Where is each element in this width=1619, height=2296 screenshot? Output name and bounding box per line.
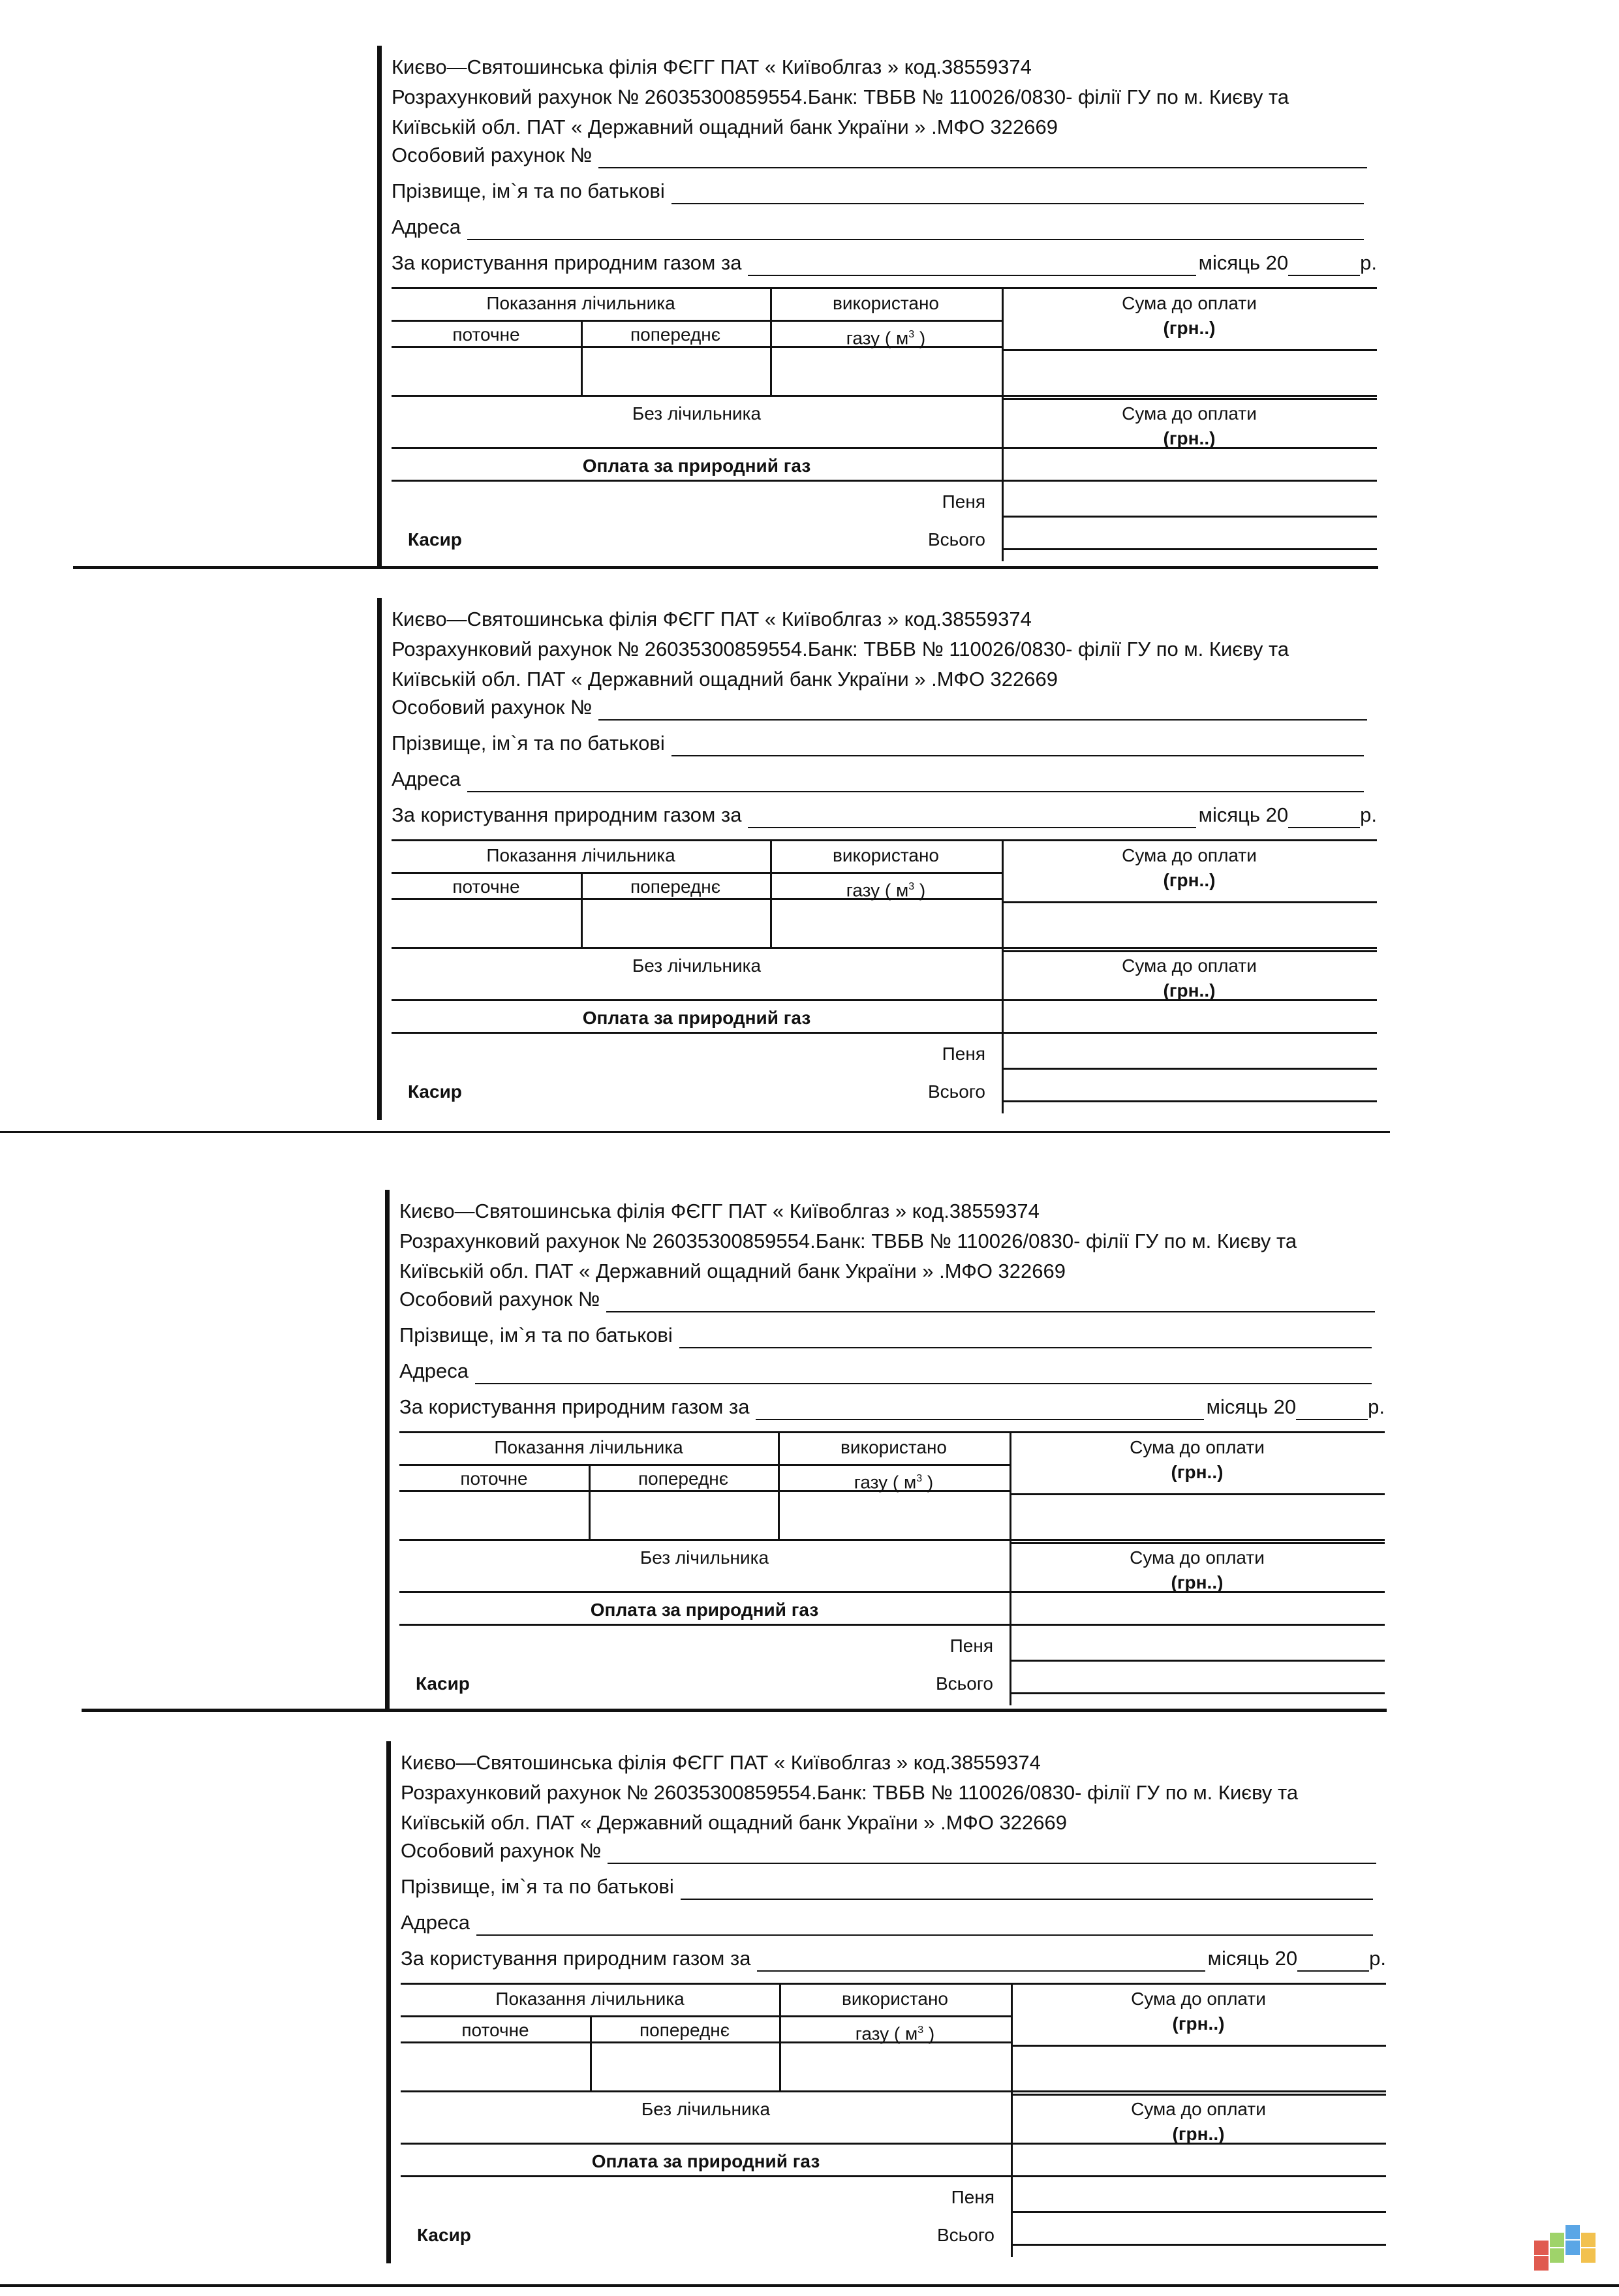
gas-m3-close: ) [914,328,926,349]
current-heading: поточне [452,324,520,345]
gas-m3-heading [779,2018,1011,2046]
logo-block [1534,2256,1549,2271]
payment-gas-cell[interactable] [1014,2146,1386,2175]
gas-m3-heading [770,322,1002,350]
gas-m3-heading [770,875,1002,903]
used-gas-cell[interactable] [780,1493,1008,1538]
header-line-3: Київській обл. ПАТ « Державний ощадний банк України » .МФО 322669 [401,1811,1067,1834]
coupon-header [399,1196,1297,1286]
penalty-label: Пеня [949,1636,993,1656]
logo-block [1565,2225,1580,2239]
name-field[interactable] [392,178,1364,204]
uah-label-2: (грн..) [1171,1572,1224,1592]
account-field[interactable] [401,1838,1376,1864]
account-label: Особовий рахунок № [392,696,593,719]
usage-field[interactable] [401,1946,1386,1972]
usage-label: За користування природним газом за [399,1395,750,1418]
used-gas-cell[interactable] [782,2044,1010,2090]
gas-m3-sup: 3 [908,881,915,892]
table-rule [1011,2094,1386,2096]
gas-m3-close: ) [914,880,926,901]
penalty-cell[interactable] [1005,483,1377,514]
name-label: Прізвище, ім`я та по батькові [401,1875,674,1898]
uah-label-1: (грн..) [1163,870,1216,890]
account-line[interactable] [598,697,1367,721]
table-rule [1002,349,1377,351]
header-line-3: Київській обл. ПАТ « Державний ощадний банк України » .МФО 322669 [399,1260,1066,1282]
account-line[interactable] [608,1840,1376,1864]
table-rule [392,287,1377,289]
current-heading: поточне [461,2020,529,2040]
current-reading-cell[interactable] [402,1493,587,1538]
name-label: Прізвище, ім`я та по батькові [392,179,665,202]
table-rule [1002,516,1377,518]
cashier-label: Касир [417,2225,471,2245]
usage-label: За користування природним газом за [401,1947,751,1970]
used-gas-cell[interactable] [773,901,1000,946]
account-label: Особовий рахунок № [399,1288,600,1311]
name-label: Прізвище, ім`я та по батькові [392,732,665,754]
table-rule [392,1032,1377,1034]
address-field[interactable] [392,214,1364,240]
address-label: Адреса [401,1911,470,1934]
previous-reading-cell[interactable] [583,349,769,394]
name-line[interactable] [679,1325,1372,1348]
table-rule [399,1539,1385,1541]
header-line-1: Києво—Святошинська філія ФЄГГ ПАТ « Київоблгаз » код.38559374 [392,55,1032,78]
address-field[interactable] [401,1910,1373,1936]
payment-coupon-1 [392,52,1619,600]
table-rule [401,2090,1386,2092]
usage-period-line[interactable] [748,805,1195,828]
used-heading: використано [833,293,939,313]
previous-heading: попереднє [630,324,721,345]
account-field[interactable] [399,1286,1375,1312]
payment-coupon-4 [401,1748,1619,2296]
account-field[interactable] [392,142,1367,168]
previous-reading-cell[interactable] [583,901,769,946]
coupon-left-border [377,46,382,568]
usage-period-line[interactable] [757,1948,1205,1972]
uah-label-2: (грн..) [1163,980,1216,1001]
coupon-header [401,1748,1298,1838]
previous-reading-cell[interactable] [591,1493,777,1538]
coupon-header [392,604,1289,694]
year-line[interactable] [1297,1948,1369,1972]
corner-logo [1534,2225,1606,2271]
account-line[interactable] [598,145,1367,168]
sum-to-pay-heading-1: Сума до оплати [1122,293,1257,313]
table-rule [399,1431,1385,1433]
uah-label-1: (грн..) [1171,1462,1224,1482]
sum-to-pay-heading-2: Сума до оплати [1131,2099,1266,2119]
payment-coupon-2 [392,604,1619,1153]
used-heading: використано [840,1437,947,1457]
name-line[interactable] [671,181,1364,204]
table-rule [1011,2045,1386,2047]
gas-m3-sup: 3 [916,1473,923,1484]
penalty-label: Пеня [942,1044,985,1064]
year-line[interactable] [1296,1397,1368,1420]
payment-gas-label: Оплата за природний газ [582,1008,811,1028]
table-rule [1010,1542,1385,1544]
address-field[interactable] [392,766,1364,792]
year-suffix: р. [1369,1947,1386,1970]
used-gas-cell[interactable] [773,349,1000,394]
logo-block [1550,2233,1564,2247]
year-suffix: р. [1360,251,1377,274]
year-line[interactable] [1288,253,1360,276]
table-rule [399,1464,1010,1466]
sum-to-pay-heading-1: Сума до оплати [1122,845,1257,865]
used-heading: використано [842,1989,948,2009]
header-line-1: Києво—Святошинська філія ФЄГГ ПАТ « Київоблгаз » код.38559374 [399,1200,1040,1222]
usage-field[interactable] [392,802,1377,828]
gas-m3-close: ) [923,2023,935,2044]
uah-label-2: (грн..) [1163,428,1216,448]
name-label: Прізвище, ім`я та по батькові [399,1324,673,1346]
total-label: Всього [935,1673,993,1694]
address-label: Адреса [399,1359,469,1382]
previous-reading-cell[interactable] [593,2044,778,2090]
cashier-label: Касир [408,529,462,550]
name-field[interactable] [401,1874,1373,1900]
sum-to-pay-cell-1[interactable] [1014,2047,1386,2090]
gas-m3-sup: 3 [908,329,915,340]
total-label: Всього [927,1081,985,1102]
usage-period-line[interactable] [748,253,1195,276]
penalty-label: Пеня [942,491,985,512]
gas-m3-text: газу ( м [846,880,909,901]
header-line-3: Київській обл. ПАТ « Державний ощадний банк України » .МФО 322669 [392,668,1058,690]
logo-block [1534,2241,1549,2255]
previous-heading: попереднє [639,2020,730,2040]
year-suffix: р. [1368,1395,1385,1418]
table-rule [401,1983,1386,1985]
coupon-header [392,52,1289,142]
gas-m3-text: газу ( м [855,2023,918,2044]
table-rule [399,1624,1385,1626]
readings-table [392,839,1377,1113]
sum-to-pay-heading-2: Сума до оплати [1122,955,1257,976]
table-rule [392,839,1377,841]
payment-coupon-3 [399,1196,1619,1745]
table-rule [401,2015,1011,2017]
header-line-2: Розрахунковий рахунок № 26035300859554.Банк: ТВБВ № 110026/0830- філії ГУ по м. Києву та [392,85,1289,108]
no-meter-label: Без лічильника [640,1547,769,1568]
table-rule [1010,1493,1385,1495]
account-line[interactable] [606,1289,1375,1312]
month-label: місяць 20 [1198,251,1289,274]
table-rule [1010,1660,1385,1662]
header-line-2: Розрахунковий рахунок № 26035300859554.Банк: ТВБВ № 110026/0830- філії ГУ по м. Києву та [392,638,1289,660]
uah-label-1: (грн..) [1163,318,1216,338]
sum-to-pay-heading-2: Сума до оплати [1122,403,1257,424]
penalty-cell[interactable] [1014,2179,1386,2210]
readings-table [401,1983,1386,2257]
usage-field[interactable] [399,1394,1385,1420]
table-rule [392,947,1377,949]
table-rule [1002,548,1377,550]
gas-m3-text: газу ( м [854,1472,917,1493]
sum-to-pay-cell-1[interactable] [1005,904,1377,946]
address-field[interactable] [399,1358,1372,1384]
sum-to-pay-cell-1[interactable] [1005,352,1377,394]
meter-readings-heading: Показання лічильника [486,293,675,313]
name-line[interactable] [681,1876,1373,1900]
usage-field[interactable] [392,250,1377,276]
total-label: Всього [927,529,985,550]
name-field[interactable] [392,730,1364,756]
no-meter-label: Без лічильника [632,955,762,976]
payment-gas-label: Оплата за природний газ [582,456,811,476]
month-label: місяць 20 [1206,1395,1297,1418]
table-rule [1002,901,1377,903]
address-line[interactable] [467,769,1364,792]
address-line[interactable] [475,1361,1372,1384]
current-heading: поточне [452,877,520,897]
current-reading-cell[interactable] [403,2044,589,2090]
account-label: Особовий рахунок № [401,1839,602,1862]
previous-heading: попереднє [630,877,721,897]
logo-block [1550,2248,1564,2263]
payment-gas-cell[interactable] [1013,1594,1385,1623]
name-line[interactable] [671,733,1364,756]
total-cell[interactable] [1005,1071,1377,1100]
header-line-1: Києво—Святошинська філія ФЄГГ ПАТ « Київоблгаз » код.38559374 [401,1751,1041,1774]
address-line[interactable] [467,217,1364,240]
coupon-left-border [386,1741,391,2263]
address-line[interactable] [476,1912,1373,1936]
account-label: Особовий рахунок № [392,144,593,166]
uah-label-1: (грн..) [1172,2013,1225,2034]
sum-to-pay-heading-1: Сума до оплати [1130,1437,1265,1457]
coupon-left-border [377,598,382,1120]
used-heading: використано [833,845,939,865]
gas-m3-text: газу ( м [846,328,909,349]
no-meter-label: Без лічильника [632,403,762,424]
account-field[interactable] [392,694,1367,721]
gas-m3-close: ) [922,1472,934,1493]
table-rule [1002,1068,1377,1070]
table-rule [1010,1692,1385,1694]
table-rule [392,320,1002,322]
current-heading: поточне [460,1468,528,1489]
meter-readings-heading: Показання лічильника [494,1437,683,1457]
total-label: Всього [936,2225,995,2245]
total-cell[interactable] [1005,519,1377,548]
coupon-left-border [385,1190,390,1712]
header-line-1: Києво—Святошинська філія ФЄГГ ПАТ « Київоблгаз » код.38559374 [392,608,1032,630]
penalty-label: Пеня [951,2187,995,2207]
logo-block [1565,2241,1580,2255]
meter-readings-heading: Показання лічильника [495,1989,685,2009]
meter-readings-heading: Показання лічильника [486,845,675,865]
table-rule [1002,398,1377,400]
table-rule [1002,1100,1377,1102]
table-rule [1011,2244,1386,2246]
table-rule [392,395,1377,397]
table-rule [1011,2211,1386,2213]
address-label: Адреса [392,768,461,790]
cashier-label: Касир [416,1673,470,1694]
header-line-2: Розрахунковий рахунок № 26035300859554.Банк: ТВБВ № 110026/0830- філії ГУ по м. Києву та [399,1230,1297,1252]
penalty-cell[interactable] [1005,1035,1377,1066]
sum-to-pay-heading-2: Сума до оплати [1130,1547,1265,1568]
table-rule [392,480,1377,482]
gas-m3-heading [778,1466,1010,1495]
penalty-cell[interactable] [1013,1627,1385,1658]
previous-heading: попереднє [638,1468,729,1489]
sum-to-pay-heading-1: Сума до оплати [1131,1989,1266,2009]
table-rule [401,2175,1386,2177]
current-reading-cell[interactable] [394,901,579,946]
usage-label: За користування природним газом за [392,251,742,274]
total-cell[interactable] [1013,1663,1385,1692]
sum-to-pay-cell-1[interactable] [1013,1496,1385,1538]
payment-gas-label: Оплата за природний газ [590,1600,819,1620]
name-field[interactable] [399,1322,1372,1348]
month-label: місяць 20 [1207,1947,1298,1970]
logo-block [1581,2233,1596,2247]
usage-label: За користування природним газом за [392,803,742,826]
table-rule [392,872,1002,874]
table-rule [1002,950,1377,952]
no-meter-label: Без лічильника [641,2099,771,2119]
year-suffix: р. [1360,803,1377,826]
cashier-label: Касир [408,1081,462,1102]
year-line[interactable] [1288,805,1360,828]
address-label: Адреса [392,215,461,238]
payment-gas-cell[interactable] [1005,1002,1377,1031]
current-reading-cell[interactable] [394,349,579,394]
payment-gas-label: Оплата за природний газ [591,2151,820,2171]
gas-m3-sup: 3 [917,2025,924,2036]
header-line-2: Розрахунковий рахунок № 26035300859554.Банк: ТВБВ № 110026/0830- філії ГУ по м. Києву та [401,1781,1299,1804]
uah-label-2: (грн..) [1172,2124,1225,2144]
total-cell[interactable] [1014,2214,1386,2243]
logo-block [1581,2248,1596,2263]
usage-period-line[interactable] [756,1397,1203,1420]
header-line-3: Київській обл. ПАТ « Державний ощадний банк України » .МФО 322669 [392,116,1058,138]
readings-table [392,287,1377,561]
month-label: місяць 20 [1198,803,1289,826]
payment-gas-cell[interactable] [1005,450,1377,479]
readings-table [399,1431,1385,1705]
